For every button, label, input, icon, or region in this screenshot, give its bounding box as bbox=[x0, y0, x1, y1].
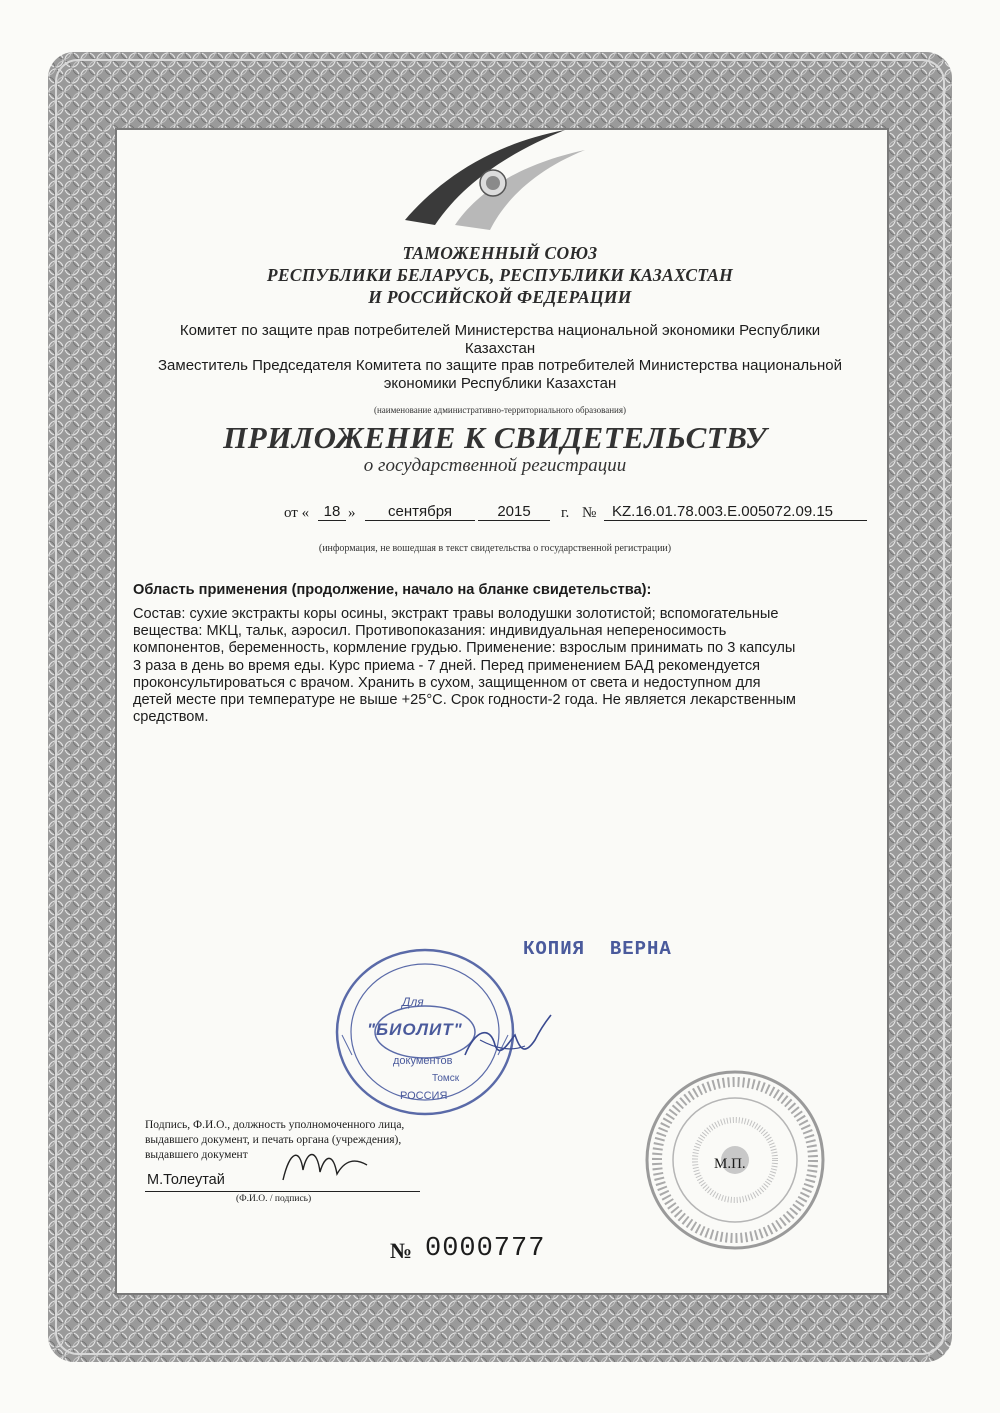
content-body bbox=[133, 606, 873, 726]
content-line-1: Состав: сухие экстракты коры осины, экстракт травы володушки золотистой; вспомогательные bbox=[133, 606, 779, 622]
content-line-2: вещества: МКЦ, тальк, аэросил. Противопоказания: индивидуальная непереносимость bbox=[133, 623, 727, 640]
date-prefix: от « bbox=[284, 505, 310, 521]
union-line-1: ТАМОЖЕННЫЙ СОЮЗ bbox=[402, 243, 598, 263]
authority-line-3: Заместитель Председателя Комитета по защите прав потребителей Министерства национальной bbox=[157, 357, 843, 374]
customs-union-emblem-icon bbox=[395, 125, 595, 235]
date-year-suffix: г. bbox=[561, 505, 570, 521]
content-line-4: 3 раза в день во время еды. Курс приема - 7 дней. Перед применением БАД рекомендуется bbox=[133, 657, 761, 674]
form-number-value: 0000777 bbox=[425, 1234, 546, 1264]
content-line-7: средством. bbox=[133, 709, 209, 726]
signer-name-caption: (Ф.И.О. / подпись) bbox=[236, 1194, 312, 1204]
stamp-city: Томск bbox=[432, 1073, 460, 1084]
date-day-close: » bbox=[348, 505, 356, 521]
content-line-3: компонентов, беременность, кормление грудью. Применение: взрослым принимать по 3 капсулы bbox=[133, 640, 796, 657]
copy-certified-stamp: КОПИЯ ВЕРНА bbox=[523, 938, 672, 960]
handwritten-signature-black bbox=[275, 1140, 375, 1192]
authority-line-1: Комитет по защите прав потребителей Министерства национальной экономики Республики bbox=[179, 322, 821, 339]
signature-caption-line-3: выдавшего документ bbox=[145, 1149, 248, 1161]
authority-line-2: Казахстан bbox=[464, 339, 536, 357]
date-month: сентября bbox=[365, 503, 475, 521]
content-line-6: детей месте при температуре не выше +25°С. Срок годности-2 года. Не является лекарственным bbox=[133, 692, 796, 709]
signature-caption-line-1: Подпись, Ф.И.О., должность уполномоченного лица, bbox=[145, 1119, 405, 1131]
union-title bbox=[0, 242, 1000, 308]
stamp-company-name: "БИОЛИТ" bbox=[367, 1020, 463, 1039]
issuing-authority bbox=[100, 322, 900, 392]
union-line-3: И РОССИЙСКОЙ ФЕДЕРАЦИИ bbox=[368, 287, 632, 307]
date-day: 18 bbox=[318, 503, 346, 521]
stamp-for-text: Для bbox=[402, 995, 424, 1009]
form-number-sign: № bbox=[390, 1238, 413, 1263]
authority-line-4: экономики Республики Казахстан bbox=[383, 374, 617, 392]
seal-placeholder-label: М.П. bbox=[714, 1156, 746, 1172]
union-line-2: РЕСПУБЛИКИ БЕЛАРУСЬ, РЕСПУБЛИКИ КАЗАХСТАН bbox=[266, 265, 734, 285]
stamp-country: РОССИЯ bbox=[400, 1090, 448, 1102]
registration-number: KZ.16.01.78.003.E.005072.09.15 bbox=[604, 503, 867, 521]
content-line-5: проконсультироваться с врачом. Хранить в сухом, защищенном от света и недоступном для bbox=[133, 674, 761, 691]
content-heading: Область применения (продолжение, начало на бланке свидетельства): bbox=[133, 582, 652, 598]
authority-caption: (наименование административно-территориального образования) bbox=[373, 405, 626, 415]
handwritten-signature-blue bbox=[455, 1010, 555, 1070]
stamp-documents-text: документов bbox=[393, 1055, 453, 1067]
info-caption: (информация, не вошедшая в текст свидетельства о государственной регистрации) bbox=[318, 543, 672, 554]
signature-caption-line-2: выдавшего документ, и печать органа (учреждения), bbox=[145, 1134, 402, 1146]
document-title: ПРИЛОЖЕНИЕ К СВИДЕТЕЛЬСТВУ bbox=[223, 420, 767, 455]
number-sign: № bbox=[582, 505, 597, 521]
signer-name: М.Толеутай bbox=[147, 1172, 225, 1188]
document-subtitle: о государственной регистрации bbox=[363, 455, 627, 476]
date-year: 2015 bbox=[478, 503, 550, 521]
